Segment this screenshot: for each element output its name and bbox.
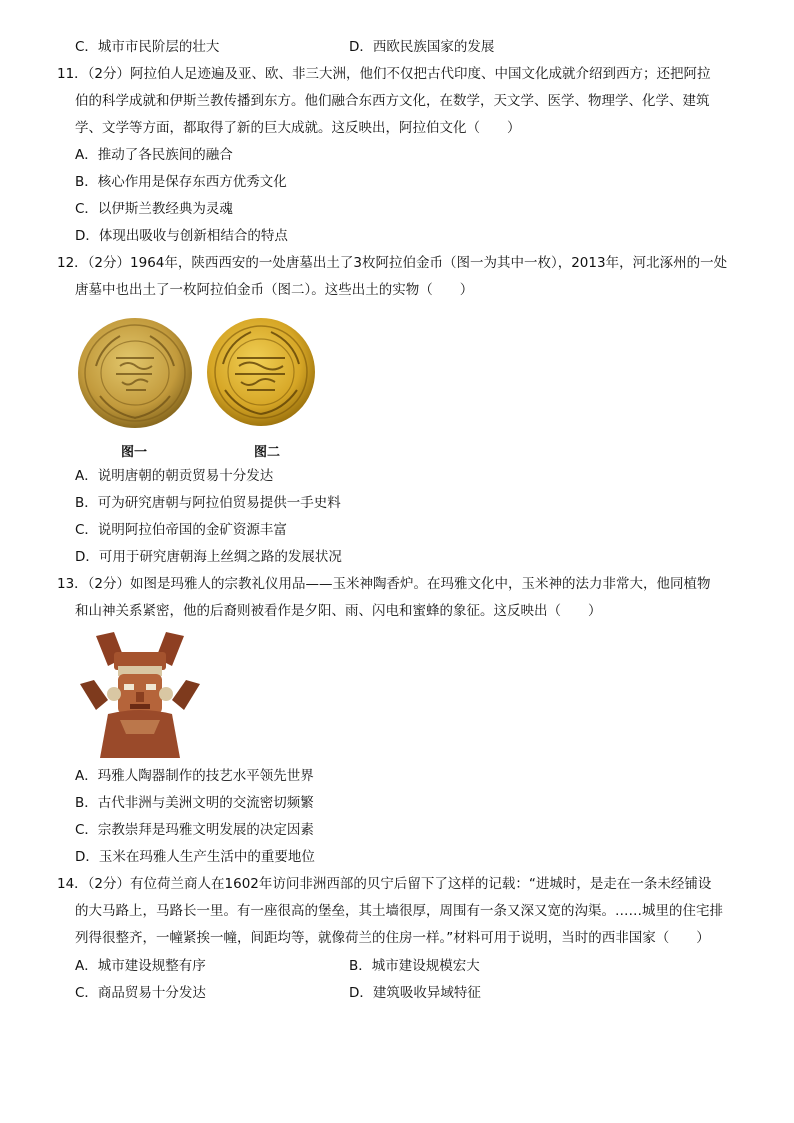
q14-option-b: B．城市建设规模宏大 [349,958,480,974]
q14-stem-line1: 14．（2分）有位荷兰商人在1602年访问非洲西部的贝宁后留下了这样的记载：“进城时，是走在一条未经铺设 [57,876,712,892]
arabic-gold-coin-figure-1 [76,316,194,430]
q13-option-d: D．玉米在玛雅人生产生活中的重要地位 [75,849,315,865]
q13-stem-line1: 13．（2分）如图是玛雅人的宗教礼仪用品——玉米神陶香炉。在玛雅文化中，玉米神的法力非常大，他同植物 [57,576,711,592]
q13-option-b: B．古代非洲与美洲文明的交流密切频繁 [75,795,314,811]
q14-option-a: A．城市建设规整有序 [75,958,206,974]
arabic-gold-coin-figure-2 [205,316,317,428]
q13-option-a: A．玛雅人陶器制作的技艺水平领先世界 [75,768,314,784]
q14-option-c: C．商品贸易十分发达 [75,985,206,1001]
maya-maize-god-censer-image [74,628,206,760]
q12-option-b: B．可为研究唐朝与阿拉伯贸易提供一手史料 [75,495,341,511]
q12-stem-line1: 12．（2分）1964年，陕西西安的一处唐墓出土了3枚阿拉伯金币（图一为其中一枚），2013年，河北涿州的一处 [57,255,728,271]
q11-stem-line3: 学、文学等方面，都取得了新的巨大成就。这反映出，阿拉伯文化（ ） [75,120,521,136]
q14-stem-line2: 的大马路上，马路长一里。有一座很高的堡垒，其土墙很厚，周围有一条又深又宽的沟渠。……城里的住宅排 [75,903,723,919]
figure-2-caption: 图二 [254,445,281,460]
q14-option-d: D．建筑吸收异域特征 [349,985,481,1001]
option-d-prev: D．西欧民族国家的发展 [349,39,495,55]
q11-option-b: B．核心作用是保存东西方优秀文化 [75,174,287,190]
q12-stem-line2: 唐墓中也出土了一枚阿拉伯金币（图二）。这些出土的实物（ ） [75,282,474,298]
q11-stem-line2: 伯的科学成就和伊斯兰教传播到东方。他们融合东西方文化，在数学，天文学、医学、物理学、化学、建筑 [75,93,710,109]
option-c-prev: C．城市市民阶层的壮大 [75,39,220,55]
q11-option-a: A．推动了各民族间的融合 [75,147,233,163]
q14-stem-line3: 列得很整齐，一幢紧挨一幢，间距均等，就像荷兰的住房一样。”材料可用于说明，当时的西非国家（ ） [75,930,710,946]
q11-option-c: C．以伊斯兰教经典为灵魂 [75,201,233,217]
q12-option-d: D．可用于研究唐朝海上丝绸之路的发展状况 [75,549,342,565]
q11-stem-line1: 11．（2分）阿拉伯人足迹遍及亚、欧、非三大洲，他们不仅把古代印度、中国文化成就介绍到西方；还把阿拉 [57,66,711,82]
q12-option-a: A．说明唐朝的朝贡贸易十分发达 [75,468,274,484]
q13-option-c: C．宗教崇拜是玛雅文明发展的决定因素 [75,822,314,838]
q11-option-d: D．体现出吸收与创新相结合的特点 [75,228,288,244]
figure-1-caption: 图一 [121,445,148,460]
q12-option-c: C．说明阿拉伯帝国的金矿资源丰富 [75,522,287,538]
q13-stem-line2: 和山神关系紧密，他的后裔则被看作是夕阳、雨、闪电和蜜蜂的象征。这反映出（ ） [75,603,602,619]
